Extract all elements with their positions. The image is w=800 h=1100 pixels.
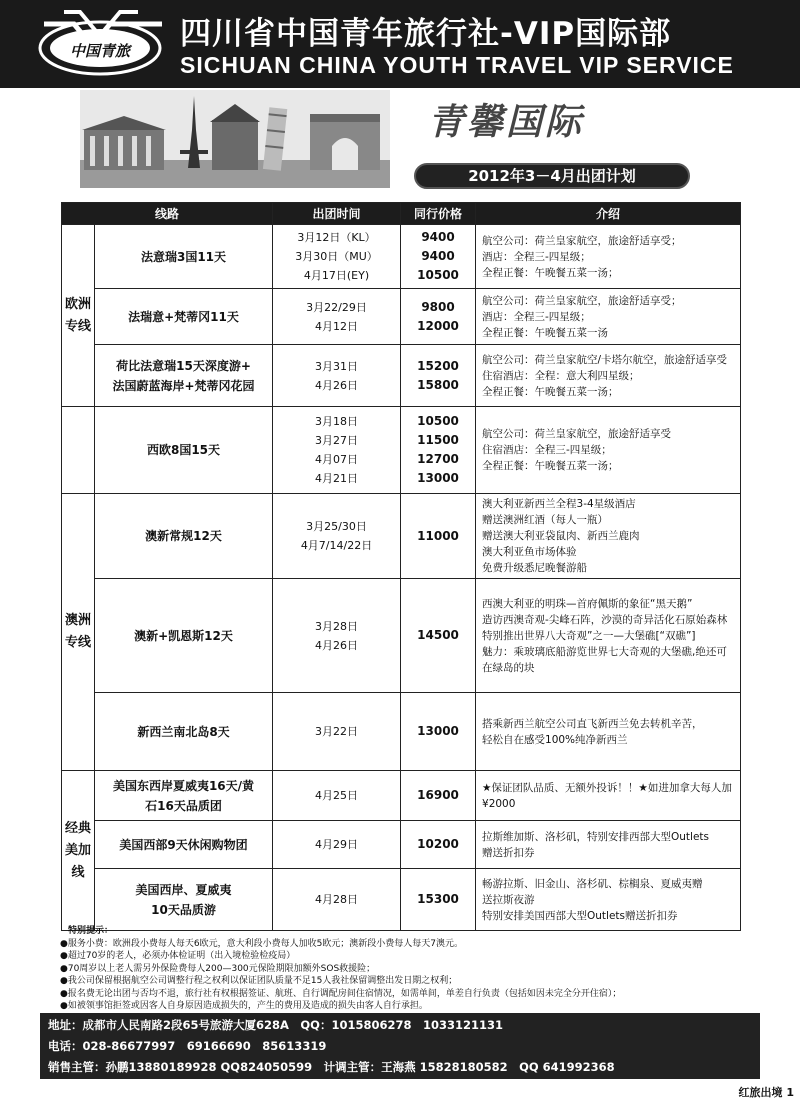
price-line: 13000 (417, 724, 459, 738)
intro-line: 送拉斯夜游 (482, 893, 535, 906)
price-line: 10200 (417, 837, 459, 851)
route-line: 10天品质游 (151, 902, 216, 917)
intro-line: 西澳大利亚的明珠—首府佩斯的象征“黑天鹅” (482, 597, 693, 610)
route-line: 西欧8国15天 (146, 443, 221, 457)
route-cell (95, 693, 273, 771)
price-line: 12000 (417, 318, 459, 333)
region-europe: 欧洲专线 (62, 225, 95, 407)
date-line: 3月28日 (315, 619, 359, 633)
date-line: 4月12日 (315, 319, 359, 333)
date-line: 4月28日 (315, 893, 359, 906)
intro-line: 赠送澳大利亚袋鼠肉、新西兰鹿肉 (482, 530, 640, 542)
intro-cell (476, 407, 741, 494)
note-item: ●超过70岁的老人，必须办体检证明（出入境检验检疫局） (60, 951, 296, 961)
special-notes (60, 925, 750, 1013)
intro-line: 全程正餐：午晚餐五菜一汤 (482, 326, 609, 339)
date-cell (273, 289, 401, 345)
route-line: 澳新+凯恩斯12天 (134, 628, 233, 643)
header-intro: 介绍 (476, 203, 741, 225)
price-line: 10500 (417, 414, 459, 428)
intro-line: 特别安排美国西部大型Outlets赠送折扣券 (482, 909, 678, 922)
route-cell (95, 821, 273, 869)
intro-line: 酒店：全程三-四星级； (482, 250, 591, 263)
intro-line: 航空公司：荷兰皇家航空，旅途舒适享受； (482, 294, 682, 307)
intro-line: 航空公司：荷兰皇家航空，旅途舒适享受 (482, 428, 672, 440)
price-cell (401, 407, 476, 494)
date-line: 4月29日 (315, 838, 359, 851)
route-line: 荷比法意瑞15天深度游+ (116, 358, 251, 373)
tour-schedule-table (61, 202, 741, 931)
table-row (62, 821, 741, 869)
price-line: 15300 (417, 892, 459, 906)
route-line: 澳新常规12天 (145, 529, 222, 543)
table-row (62, 345, 741, 407)
date-line: 4月25日 (315, 789, 359, 802)
price-cell (401, 345, 476, 407)
table-row (62, 693, 741, 771)
date-cell (273, 225, 401, 289)
intro-cell (476, 771, 741, 821)
header-date: 出团时间 (273, 203, 401, 225)
date-cell (273, 869, 401, 931)
intro-line: 赠送澳洲红酒（每人一瓶） (482, 514, 609, 526)
note-item: ●70周岁以上老人需另外保险费每人200—300元保险期限加额外SOS救援险； (60, 963, 376, 974)
intro-cell (476, 693, 741, 771)
route-line: 美国西岸、夏威夷 (135, 882, 232, 897)
price-line: 9400 (421, 230, 455, 244)
date-line: 3月22日 (315, 725, 359, 738)
page-corner-note: 红旅出境 1 (738, 1086, 794, 1099)
intro-line: 航空公司：荷兰皇家航空/卡塔尔航空，旅途舒适享受 (482, 353, 728, 366)
price-cell (401, 225, 476, 289)
note-item: ●报名费无论出团与否均不退，旅行社有权根据签证、航班、自行调配房间住宿情况，如需单间，单差自行负责（包括如因未完全分开住宿）； (60, 988, 622, 999)
route-line: 美国东西岸夏威夷16天/黄 (112, 778, 255, 793)
table-row (62, 289, 741, 345)
intro-line: 全程正餐：午晚餐五菜一汤； (482, 385, 619, 398)
contact-footer (40, 1013, 760, 1079)
date-line: 4月07日 (315, 453, 359, 466)
intro-line: 魅力：乘玻璃底船游览世界七大奇观的大堡礁,绝还可在绿岛的块 (482, 645, 727, 674)
price-line: 11000 (417, 528, 459, 543)
page-header (0, 0, 800, 88)
route-line: 新西兰南北岛8天 (137, 724, 230, 739)
header-price: 同行价格 (401, 203, 476, 225)
agency-title-cn: 四川省中国青年旅行社-VIP国际部 (180, 16, 672, 52)
intro-cell (476, 494, 741, 579)
intro-line: 澳大利亚新西兰全程3-4星级酒店 (482, 498, 636, 510)
region-america: 经典美加线 (62, 771, 95, 931)
table-row (62, 579, 741, 693)
route-cell (95, 407, 273, 494)
date-line: 4月17日(EY) (303, 269, 370, 282)
price-cell (401, 693, 476, 771)
date-line: 4月26日 (315, 638, 359, 652)
date-line: 4月7/14/22日 (300, 539, 373, 552)
date-line: 4月26日 (315, 378, 359, 392)
date-cell (273, 821, 401, 869)
intro-line: 免费升级悉尼晚餐游船 (482, 562, 588, 574)
footer-address: 地址：成都市人民南路2段65号旅游大厦628A QQ：1015806278 1033121131 (48, 1018, 503, 1032)
region-oceania: 澳洲专线 (62, 494, 95, 771)
intro-line: 特别推出世界八大奇观”之一—大堡礁[“双礁”] (482, 629, 696, 642)
intro-line: 搭乘新西兰航空公司直飞新西兰免去转机辛苦， (482, 717, 703, 730)
plan-title-banner: 2012年3－4月出团计划 (414, 163, 690, 189)
date-cell (273, 494, 401, 579)
price-line: 15200 (417, 358, 459, 373)
logo-text: 中国青旅 (69, 42, 131, 60)
intro-cell (476, 579, 741, 693)
price-cell (401, 579, 476, 693)
intro-cell (476, 225, 741, 289)
europe-landmarks-icon (80, 90, 390, 188)
intro-line: 赠送折扣券 (482, 846, 535, 859)
date-line: 3月30日（MU） (295, 250, 378, 263)
table-header-row (62, 203, 741, 225)
route-line: 美国西部9天休闲购物团 (119, 837, 248, 852)
date-line: 3月22/29日 (306, 300, 367, 314)
agency-title-en: SICHUAN CHINA YOUTH TRAVEL VIP SERVICE (180, 52, 734, 78)
note-item: ●我公司保留根据航空公司调整行程之权利以保证团队质量不足15人我社保留调整出发日期之权利； (60, 976, 458, 986)
route-cell (95, 494, 273, 579)
price-line: 13000 (417, 471, 459, 485)
header-route: 线路 (62, 203, 273, 225)
date-line: 3月31日 (315, 359, 359, 373)
notes-title: 特别提示： (68, 926, 114, 936)
table-row (62, 225, 741, 289)
intro-line: ★保证团队品质、无额外投诉！！★如进加拿大每人加¥2000 (482, 781, 732, 810)
intro-line: 轻松自在感受100%纯净新西兰 (482, 733, 628, 746)
intro-line: 造访西澳奇观-尖峰石阵，沙漠的奇异活化石原始森林 (482, 613, 728, 626)
price-line: 10500 (417, 268, 459, 282)
price-line: 11500 (417, 433, 459, 447)
price-cell (401, 821, 476, 869)
table-row (62, 494, 741, 579)
intro-line: 畅游拉斯、旧金山、洛杉矶、棕榈泉、夏威夷赠 (482, 877, 703, 890)
date-line: 3月25/30日 (306, 520, 367, 533)
table-row (62, 407, 741, 494)
price-line: 12700 (417, 452, 459, 466)
footer-phone: 电话：028-86677997 69166690 85613319 (48, 1039, 327, 1053)
date-cell (273, 407, 401, 494)
date-line: 3月18日 (315, 415, 359, 428)
note-item: ●如被领事馆拒签或因客人自身原因造成损失的，产生的费用及造成的损失由客人自行承担。 (60, 1001, 428, 1011)
cyts-logo-icon (34, 4, 170, 84)
footer-sales: 销售主管：孙鹏13880189928 QQ824050599 计调主管：王海燕 15828180582 QQ 641992368 (48, 1060, 615, 1074)
intro-cell (476, 821, 741, 869)
intro-line: 住宿酒店：全程三-四星级； (482, 444, 612, 456)
intro-cell (476, 289, 741, 345)
brand-name: 青馨国际 (428, 101, 585, 143)
intro-line: 全程正餐：午晚餐五菜一汤； (482, 266, 619, 279)
date-line: 4月21日 (315, 472, 359, 485)
route-line: 法意瑞3国11天 (140, 249, 227, 264)
route-cell (95, 345, 273, 407)
intro-cell (476, 345, 741, 407)
price-cell (401, 494, 476, 579)
price-line: 15800 (417, 377, 459, 392)
note-item: ●服务小费：欧洲段小费每人每天6欧元，意大利段小费每人加收5欧元；澳新段小费每人每天7澳元。 (60, 938, 464, 949)
price-cell (401, 289, 476, 345)
route-cell (95, 289, 273, 345)
price-cell (401, 771, 476, 821)
table-row (62, 771, 741, 821)
intro-line: 航空公司：荷兰皇家航空，旅途舒适享受； (482, 234, 682, 247)
route-line: 法瑞意+梵蒂冈11天 (128, 309, 239, 324)
date-cell (273, 345, 401, 407)
route-cell (95, 225, 273, 289)
route-line: 石16天品质团 (145, 798, 222, 813)
region-europe-extra (62, 407, 95, 494)
date-line: 3月12日（KL） (297, 231, 376, 244)
intro-line: 酒店：全程三-四星级； (482, 310, 591, 323)
price-line: 9800 (421, 299, 455, 314)
route-cell (95, 771, 273, 821)
intro-line: 全程正餐：午晚餐五菜一汤； (482, 460, 619, 472)
date-cell (273, 579, 401, 693)
intro-line: 拉斯维加斯、洛杉矶，特别安排西部大型Outlets (482, 830, 710, 843)
price-line: 16900 (417, 788, 459, 802)
route-line: 法国蔚蓝海岸+梵蒂冈花园 (112, 378, 255, 393)
intro-line: 澳大利亚鱼市场体验 (482, 546, 577, 558)
intro-line: 住宿酒店：全程：意大利四星级； (482, 369, 640, 382)
table-row (62, 869, 741, 931)
intro-cell (476, 869, 741, 931)
route-cell (95, 869, 273, 931)
date-cell (273, 771, 401, 821)
price-line: 9400 (421, 249, 455, 263)
date-line: 3月27日 (315, 434, 359, 447)
route-cell (95, 579, 273, 693)
price-line: 14500 (417, 628, 459, 642)
price-cell (401, 869, 476, 931)
date-cell (273, 693, 401, 771)
